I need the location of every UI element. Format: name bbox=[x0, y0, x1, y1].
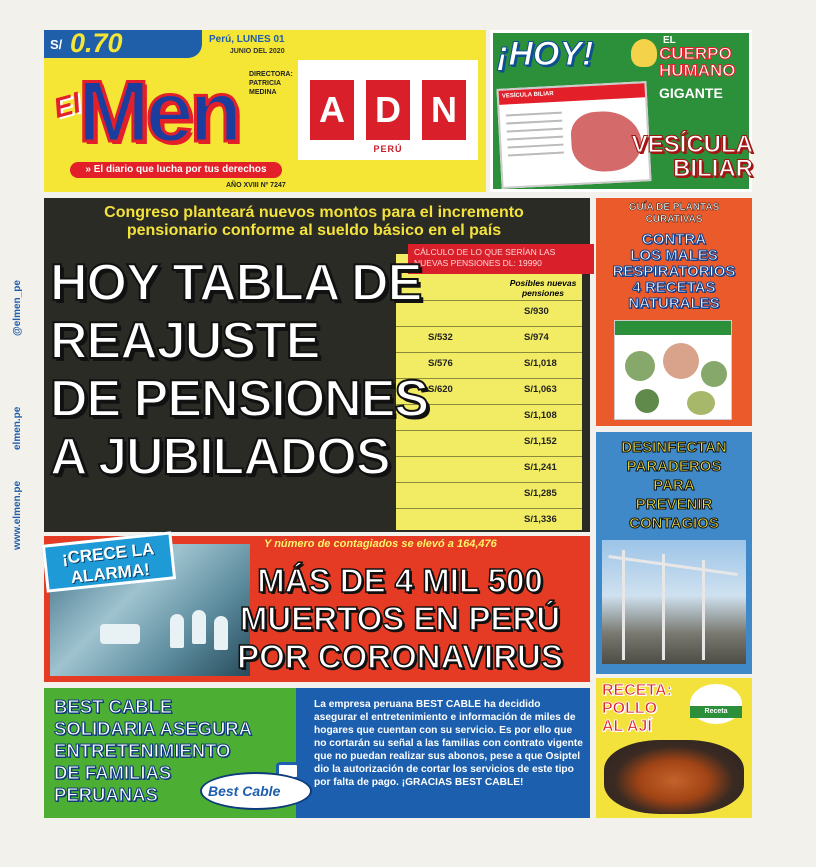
headline-line: REAJUSTE bbox=[50, 312, 320, 370]
logo-text: Best Cable bbox=[208, 783, 281, 799]
text-line bbox=[507, 136, 563, 141]
badge-line: ALARMA! bbox=[69, 559, 151, 588]
medic-figure bbox=[192, 610, 206, 644]
guide-line: CONTRA bbox=[641, 231, 707, 248]
best-cable-logo bbox=[200, 772, 312, 810]
headline-line: DE PENSIONES bbox=[50, 370, 429, 428]
logo-el: El bbox=[50, 87, 84, 124]
recipe-title-line: POLLO bbox=[602, 700, 658, 717]
badge-line: ¡CRECE LA bbox=[61, 539, 156, 568]
adn-sub: PERÚ bbox=[373, 144, 403, 154]
guide-body bbox=[596, 232, 752, 312]
headline-line: MUERTOS EN PERÚ bbox=[239, 600, 561, 637]
lead-kicker: Congreso planteará nuevos montos para el incremento pensionario conforme al sueldo básico en el país bbox=[104, 204, 524, 239]
date-month-year: JUNIO DEL 2020 bbox=[229, 48, 285, 55]
plant-photo bbox=[687, 391, 715, 415]
canopy-pole bbox=[662, 554, 665, 660]
text-line bbox=[506, 120, 562, 125]
hospital-bed bbox=[100, 624, 140, 644]
lead-story[interactable] bbox=[44, 198, 590, 532]
director-last-name: MEDINA bbox=[249, 89, 277, 96]
title-line: PARADEROS bbox=[626, 458, 722, 475]
adn-letter: A bbox=[310, 80, 354, 140]
guide-title-line: CURATIVAS bbox=[645, 214, 703, 225]
title-line: PARA bbox=[653, 477, 695, 494]
new-pension: S/930 bbox=[524, 306, 549, 317]
promo-topic-line: VESÍCULA bbox=[631, 131, 753, 158]
price-currency: S/ bbox=[50, 37, 63, 52]
new-pension: S/1,336 bbox=[524, 514, 557, 525]
text-line bbox=[507, 128, 563, 133]
new-pension: S/974 bbox=[524, 332, 549, 343]
recipe-title-line: RECETA: bbox=[602, 682, 672, 699]
title-line: SOLIDARIA ASEGURA bbox=[54, 718, 253, 739]
magazine-header bbox=[615, 321, 731, 335]
director-credit bbox=[249, 70, 293, 97]
date-line: Perú, LUNES 01 bbox=[209, 34, 285, 45]
adn-letter: D bbox=[366, 80, 410, 140]
headline-line: MÁS DE 4 MIL 500 bbox=[257, 562, 543, 599]
slogan: » El diario que lucha por tus derechos bbox=[70, 162, 282, 178]
twitter-handle[interactable]: @elmen_pe bbox=[12, 280, 23, 336]
title-line: CONTAGIOS bbox=[629, 515, 719, 532]
guide-line: LOS MALES bbox=[630, 247, 718, 264]
poster-header: VESÍCULA BILIAR bbox=[499, 83, 646, 105]
covid-headline bbox=[210, 562, 590, 676]
adn-letter: N bbox=[422, 80, 466, 140]
issue-date bbox=[209, 34, 285, 58]
best-cable-story[interactable] bbox=[44, 688, 590, 818]
title-line: BEST CABLE bbox=[54, 696, 173, 717]
title-line: DE FAMILIAS bbox=[54, 762, 172, 783]
new-pension: S/1,241 bbox=[524, 462, 557, 473]
headline-line: POR CORONAVIRUS bbox=[237, 638, 563, 675]
chicken-dish-photo bbox=[604, 740, 744, 814]
title-line: DESINFECTAN bbox=[621, 439, 727, 456]
text-line bbox=[508, 144, 564, 149]
medic-figure bbox=[170, 614, 184, 648]
new-pension: S/1,063 bbox=[524, 384, 557, 395]
canopy-pole bbox=[702, 560, 705, 660]
disinfection-title bbox=[596, 438, 752, 533]
recipe-promo[interactable] bbox=[596, 678, 752, 818]
website-link[interactable]: www.elmen.pe bbox=[12, 480, 23, 550]
person-photo bbox=[663, 343, 699, 379]
promo-cuerpo-humano[interactable] bbox=[490, 30, 752, 192]
promo-el: EL bbox=[663, 35, 676, 46]
new-pension: S/1,285 bbox=[524, 488, 557, 499]
title-line: PERUANAS bbox=[54, 784, 158, 805]
text-line bbox=[506, 112, 562, 117]
guide-line: 4 RECETAS bbox=[632, 279, 716, 296]
canopy-pole bbox=[622, 550, 625, 660]
logo-men[interactable]: Men bbox=[78, 64, 238, 160]
guide-title-line: GUÍA DE PLANTAS bbox=[628, 202, 720, 213]
new-pension: S/1,108 bbox=[524, 410, 557, 421]
title-line: ENTRETENIMIENTO bbox=[54, 740, 231, 761]
old-pension: S/532 bbox=[428, 332, 453, 343]
side-social-strip bbox=[8, 250, 36, 550]
director-first-name: PATRICIA bbox=[249, 80, 282, 87]
disinfection-story[interactable] bbox=[596, 432, 752, 674]
title-line: PREVENIR bbox=[635, 496, 713, 513]
skull-icon bbox=[631, 39, 657, 67]
guide-title bbox=[596, 202, 752, 226]
recipe-title bbox=[602, 682, 672, 736]
guide-magazine-image bbox=[614, 320, 732, 420]
director-label: DIRECTORA: bbox=[249, 71, 293, 78]
plant-photo bbox=[625, 351, 655, 381]
masthead bbox=[44, 30, 486, 192]
recipe-badge: Receta bbox=[690, 706, 742, 718]
promo-title-line: HUMANO bbox=[659, 61, 736, 80]
promo-topic-line: BILIAR bbox=[673, 155, 753, 182]
covid-story[interactable] bbox=[44, 536, 590, 682]
promo-gigante: GIGANTE bbox=[659, 85, 723, 101]
price-tag bbox=[44, 30, 202, 58]
pension-table-note: CÁLCULO DE LO QUE SERÍAN LAS NUEVAS PENSIONES DL: 19990 bbox=[408, 244, 594, 274]
covid-kicker: Y número de contagiados se elevó a 164,476 bbox=[264, 538, 497, 550]
lead-headline bbox=[50, 254, 428, 486]
plant-photo bbox=[635, 389, 659, 413]
plant-photo bbox=[701, 361, 727, 387]
best-cable-body: La empresa peruana BEST CABLE ha decidido asegurar el entretenimiento e información de miles de hogares que cuentan con su servicio. Es por ello que no cortarán su señal a las familias con contrato vigente que no puedan realizar sus abonos, pese a que Osiptel dio la autorización de cortar los servicios de este tipo por falta de pago. ¡GRACIAS BEST CABLE! bbox=[314, 699, 583, 788]
recipe-title-line: AL AJÍ bbox=[602, 718, 652, 735]
canopy-roof bbox=[608, 555, 737, 576]
edition-number: AÑO XVIII Nº 7247 bbox=[226, 182, 286, 189]
chef-hat-icon bbox=[690, 684, 742, 724]
text-line bbox=[508, 152, 564, 157]
old-pension: S/620 bbox=[428, 384, 453, 395]
plants-guide-promo[interactable] bbox=[596, 198, 752, 426]
guide-line: RESPIRATORIOS bbox=[612, 263, 736, 280]
promo-title-line: CUERPO bbox=[659, 44, 732, 63]
old-pension: S/576 bbox=[428, 358, 453, 369]
headline-line: HOY TABLA DE bbox=[50, 254, 422, 312]
promo-title bbox=[659, 45, 736, 79]
facebook-handle[interactable]: elmen.pe bbox=[12, 406, 23, 450]
headline-line: A JUBILADOS bbox=[50, 428, 390, 486]
new-pension: S/1,152 bbox=[524, 436, 557, 447]
guide-line: NATURALES bbox=[628, 295, 720, 312]
bus-stop-photo bbox=[602, 540, 746, 664]
price-value: 0.70 bbox=[70, 28, 123, 58]
adn-peru-logo[interactable] bbox=[298, 60, 478, 160]
table-row bbox=[396, 508, 582, 530]
promo-topic bbox=[603, 133, 753, 181]
promo-hoy-label: ¡HOY! bbox=[497, 35, 594, 73]
pension-table-header: Posibles nuevas pensiones bbox=[509, 278, 577, 298]
new-pension: S/1,018 bbox=[524, 358, 557, 369]
